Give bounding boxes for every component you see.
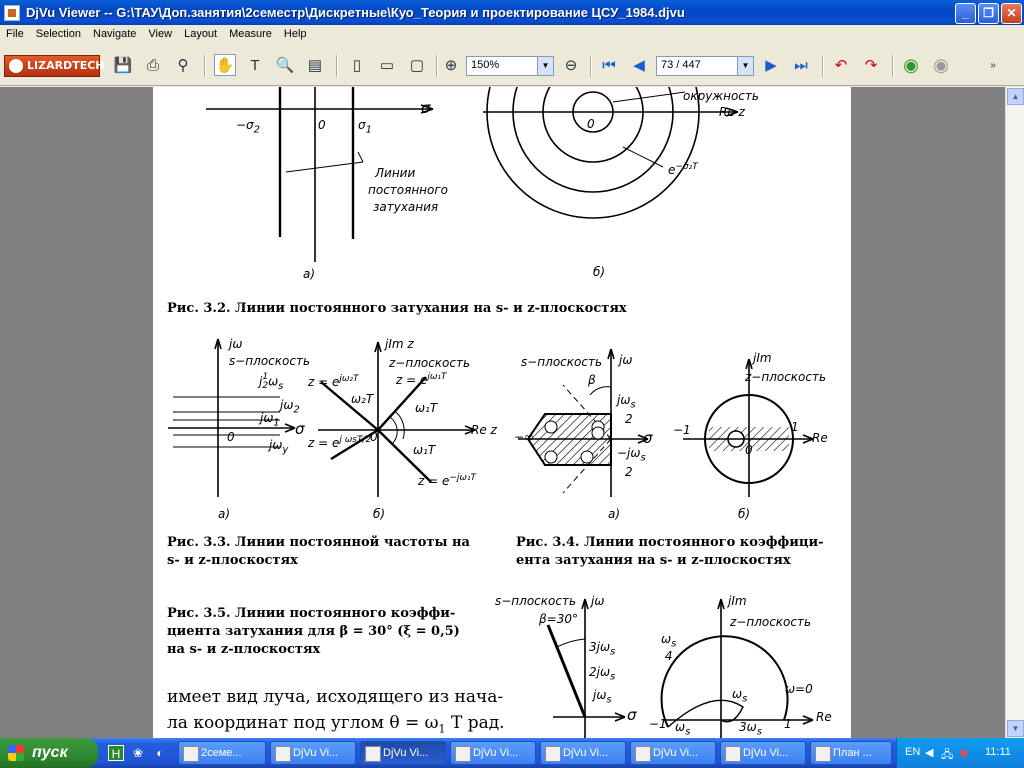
taskbar-item[interactable]: DjVu Vi... — [720, 741, 806, 765]
fig33b-z4-label: $z = e^{-j\omega_1T}$ — [418, 473, 477, 488]
fig34b-one-label: 1 — [791, 420, 799, 434]
djvu-app-icon — [4, 5, 20, 21]
page-select[interactable] — [656, 56, 754, 76]
fig33b-subfigure-label: б) — [373, 507, 386, 521]
continuous-page-icon[interactable]: ▭ — [379, 57, 395, 74]
fig34a-sigma-label: σ — [643, 429, 653, 447]
pan-hand-icon[interactable]: ✋ — [214, 54, 236, 76]
fig33b-jimz-label: jIm z — [385, 337, 414, 351]
taskbar-item[interactable]: DjVu Vi... — [450, 741, 536, 765]
toolbar-overflow-icon[interactable]: » — [990, 59, 996, 71]
fig33b-zplane-label: z−плоскость — [389, 356, 471, 370]
zoom-out-icon[interactable]: ⊖ — [564, 57, 578, 74]
fig34b-neg1-label: −1 — [673, 423, 691, 437]
fig33a-half-ws-label: j1 $2\omega_s$ — [259, 372, 284, 392]
fig33a-splane-label: s−плоскость — [229, 354, 311, 368]
antivirus-icon[interactable]: ◉ — [959, 747, 969, 759]
restore-button[interactable]: ❐ — [978, 3, 999, 24]
last-page-icon[interactable]: ⏭ — [794, 56, 808, 74]
fig34a-inf-label: −∞ — [514, 430, 535, 444]
scroll-up-icon[interactable]: ▲ — [1007, 88, 1024, 105]
toolbar-separator — [892, 55, 894, 77]
fig35a-3jws-label: $3j\omega_s$ — [589, 640, 616, 658]
fig35b-zplane-label: z−плоскость — [730, 615, 812, 629]
document-page — [153, 87, 851, 738]
menu-selection[interactable]: Selection — [35, 28, 81, 40]
toolbar-separator — [822, 55, 824, 77]
single-page-icon[interactable]: ▯ — [352, 57, 362, 74]
fig35b-ws-label: $\omega_s$ — [732, 687, 748, 705]
fig33a-jwy-label: $j\omega_y$ — [269, 438, 289, 456]
fig34a-beta-label: β — [588, 373, 596, 387]
print-icon[interactable]: ⎙ — [146, 56, 159, 74]
fig34a-jws-label: $j\omega_s$ — [617, 393, 636, 411]
chevron-down-icon[interactable]: ▼ — [537, 57, 553, 75]
taskbar-item[interactable]: DjVu Vi... — [540, 741, 626, 765]
fig34a-neg-jws-label: $-j\omega_s$ — [617, 446, 646, 464]
rotate-right-icon[interactable]: ↷ — [864, 57, 878, 74]
fig34a-splane-label: s−плоскость — [521, 355, 603, 369]
fig32a-sigma1-label: $\sigma_1$ — [358, 118, 372, 136]
fig35a-2jws-label: $2j\omega_s$ — [589, 665, 616, 683]
fig32a-lines-label-1: Линии — [375, 166, 416, 180]
taskbar-item[interactable]: DjVu Vi... — [630, 741, 716, 765]
fig35b-neg1-label: −1 — [649, 717, 667, 731]
fig33a-jw2-label: $j\omega_2$ — [280, 398, 300, 416]
menu-measure[interactable]: Measure — [229, 28, 272, 40]
fit-page-icon[interactable]: ▢ — [409, 57, 425, 74]
fig33a-jw1-label: $j\omega_1$ — [260, 411, 280, 429]
close-button[interactable]: ✕ — [1001, 3, 1022, 24]
language-indicator[interactable]: EN — [905, 746, 921, 758]
fig32b-subfigure-label: б) — [593, 265, 606, 279]
forward-icon[interactable]: ◉ — [933, 54, 949, 75]
fig32-caption: Рис. 3.2. Линии постоянного затухания на s- и z-плоскостях — [167, 301, 627, 316]
system-tray — [896, 738, 1024, 768]
fig33a-sigma-label: σ — [295, 420, 305, 438]
clock: 11:11 — [985, 746, 1011, 758]
fig33b-z1-label: $z = e^{j\omega_2T}$ — [308, 374, 359, 389]
fig34-caption-line1: Рис. 3.4. Линии постоянного коэффици- — [516, 535, 824, 550]
find-icon[interactable]: ⚲ — [177, 57, 189, 74]
ruler-icon[interactable]: ▤ — [307, 57, 323, 74]
fig35-caption-line1: Рис. 3.5. Линии постоянного коэффи- — [167, 606, 456, 621]
fig33b-rez-label: Re z — [471, 423, 497, 437]
fig35a-jw-label: jω — [591, 594, 605, 608]
back-icon[interactable]: ◉ — [903, 54, 919, 75]
fig33a-jw-label: jω — [229, 337, 243, 351]
toolbar — [0, 46, 1024, 86]
zoom-select[interactable] — [466, 56, 554, 76]
taskbar-item[interactable]: 2семе... — [178, 741, 266, 765]
fig34a-two-label: 2 — [625, 412, 633, 426]
fig33a-zero-label: 0 — [227, 430, 235, 444]
toolbar-separator — [436, 55, 438, 77]
fig35b-w0-label: ω=0 — [785, 682, 813, 696]
zoom-tool-icon[interactable]: 🔍 — [275, 57, 295, 74]
rotate-left-icon[interactable]: ↶ — [834, 57, 848, 74]
fig34b-re-label: Re — [812, 431, 828, 445]
vertical-scrollbar[interactable] — [1005, 87, 1024, 738]
quicklaunch-icon[interactable]: ◐ — [156, 746, 164, 760]
start-button[interactable]: пуск — [0, 738, 98, 768]
body-text-line1: имеет вид луча, исходящего из нача- — [167, 687, 504, 707]
fig33a-subfigure-label: а) — [218, 507, 231, 521]
fig35b-re-label: Re — [816, 710, 832, 724]
fig35-caption-line2: циента затухания для β = 30° (ξ = 0,5) — [167, 624, 460, 639]
fig32b-zero-label: 0 — [587, 117, 595, 131]
taskbar-item[interactable]: DjVu Vi... — [270, 741, 356, 765]
fig33b-zero-label: 0 — [370, 430, 378, 444]
fig35a-splane-label: s−плоскость — [495, 594, 577, 608]
taskbar-item-active[interactable]: DjVu Vi... — [360, 741, 446, 765]
fig32a-zero-label: 0 — [318, 118, 326, 132]
window-title: DjVu Viewer -- G:\ТАУ\Доп.занятия\2семестр\Дискретные\Куо_Теория и проектирование ЦСУ_1984.djvu — [26, 5, 685, 20]
fig35b-jim-label: jIm — [728, 594, 747, 608]
first-page-icon[interactable]: ⏮ — [602, 56, 616, 74]
fig34a-two2-label: 2 — [625, 465, 633, 479]
lizardtech-logo[interactable]: LIZARDTECH — [4, 55, 100, 77]
minimize-button[interactable]: _ — [955, 3, 976, 24]
fig34-caption-line2: ента затухания на s- и z-плоскостях — [516, 553, 791, 568]
body-text-line2: ла координат под углом $\theta = \omega_1$ T рад. — [167, 713, 505, 736]
fig35b-ws4-label: $\omega_s$ 4 — [661, 632, 677, 664]
previous-page-icon[interactable]: ◀ — [633, 57, 645, 74]
zoom-value: 150% — [471, 59, 500, 71]
fig35a-sigma-label: σ — [627, 706, 637, 724]
menu-bar — [0, 25, 1024, 45]
fig32b-diagram — [483, 87, 738, 218]
toolbar-separator — [590, 55, 592, 77]
zoom-in-icon[interactable]: ⊕ — [444, 57, 458, 74]
quicklaunch-icon[interactable]: H — [108, 745, 124, 761]
network-icon[interactable]: 🖧 — [941, 749, 954, 761]
fig35b-one-label: 1 — [784, 717, 792, 731]
document-viewer[interactable] — [0, 87, 1005, 738]
fig35a-jws-label: $j\omega_s$ — [593, 688, 612, 706]
taskbar — [0, 738, 1024, 768]
title-bar — [0, 0, 1024, 25]
toolbar-separator — [204, 55, 206, 77]
menu-navigate[interactable]: Navigate — [93, 28, 137, 40]
fig34b-zplane-label: z−плоскость — [745, 370, 827, 384]
fig34b-jim-label: jIm — [753, 351, 772, 365]
fig33b-w2t-label: ω₂T — [351, 392, 374, 406]
toolbar-separator — [336, 55, 338, 77]
text-select-icon[interactable]: T — [250, 56, 260, 74]
fig33b-z2-label: $z = e^{j\omega_1T}$ — [396, 372, 447, 387]
fig35b-ws2-label: $\omega_s$ — [675, 720, 691, 738]
fig34a-jw-label: jω — [619, 353, 633, 367]
tray-arrow-icon[interactable]: ◀ — [925, 747, 934, 759]
fig35-caption-line3: на s- и z-плоскостях — [167, 642, 321, 657]
page-value: 73 / 447 — [661, 59, 701, 71]
menu-view[interactable]: View — [148, 28, 173, 40]
fig33b-w1t-label: ω₁T — [415, 401, 438, 415]
chevron-down-icon[interactable]: ▼ — [737, 57, 753, 75]
fig35b-3ws-label: $3\omega_s$ — [739, 720, 762, 738]
menu-help[interactable]: Help — [283, 28, 307, 40]
fig32a-lines-label-3: затухания — [373, 200, 439, 214]
fig33b-w1t2-label: ω₁T — [413, 443, 436, 457]
fig32a-subfigure-label: а) — [303, 267, 316, 281]
menu-file[interactable]: File — [6, 28, 24, 40]
next-page-icon[interactable]: ▶ — [765, 57, 777, 74]
fig32a-sigma-label: σ — [421, 99, 431, 117]
fig34b-subfigure-label: б) — [738, 507, 751, 521]
save-icon[interactable]: 💾 — [113, 57, 133, 74]
fig32b-exp-label: $e^{-\sigma_2T}$ — [668, 162, 698, 177]
fig34b-zero-label: 0 — [745, 443, 753, 457]
fig34a-subfigure-label: а) — [608, 507, 621, 521]
fig32a-neg-sigma2-label: $-\sigma_2$ — [236, 118, 261, 136]
fig32b-rez-label: Re z — [719, 105, 745, 119]
fig35a-beta-label: β=30° — [539, 612, 578, 626]
fig33-caption-line2: s- и z-плоскостях — [167, 553, 298, 568]
taskbar-item[interactable]: План ... — [810, 741, 892, 765]
fig33b-z3-label: $z = e^{j \omega sT/2}$ — [308, 435, 372, 450]
fig32a-lines-label-2: постоянного — [368, 183, 449, 197]
scroll-down-icon[interactable]: ▼ — [1007, 720, 1024, 737]
page-drawings — [153, 87, 851, 738]
quicklaunch-icon[interactable]: ❀ — [132, 746, 144, 760]
fig33-caption-line1: Рис. 3.3. Линии постоянной частоты на — [167, 535, 470, 550]
fig32b-circle-label: окружность — [683, 89, 759, 103]
menu-layout[interactable]: Layout — [184, 28, 218, 40]
